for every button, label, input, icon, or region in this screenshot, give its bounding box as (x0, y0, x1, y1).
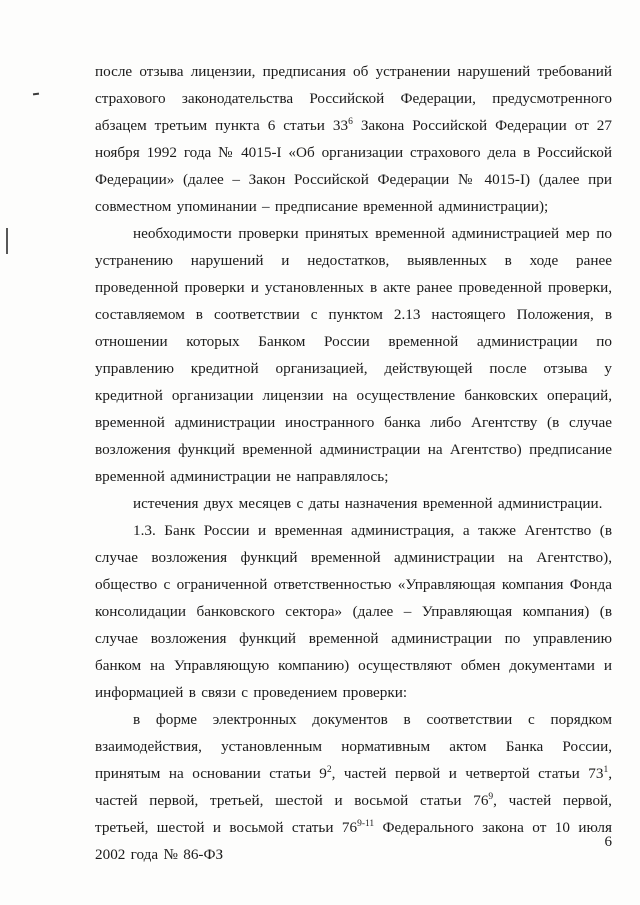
superscript-reference: 6 (348, 116, 353, 127)
superscript-reference: 9-11 (357, 818, 375, 829)
paragraph: после отзыва лицензии, предписания об устранении нарушений требований страхового законодательства Российской Федерации, предусмотренного абзацем третьим пункта 6 статьи $33^6$ Закона Российской Федерации от 27 ноября 1992 года № 4015-I «Об организации страхового дела в Российской Федерации» (далее – Закон Российской Федерации № 4015-I) (далее при совместном упоминании – предписание временной администрации); (95, 63, 612, 215)
document-body (95, 58, 612, 868)
scan-artifact-dash (33, 93, 39, 96)
superscript-reference: 1 (603, 764, 609, 775)
paragraph: истечения двух месяцев с даты назначения временной администрации. (133, 495, 603, 512)
page-number: 6 (604, 834, 612, 850)
paragraph: 1.3. Банк России и временная администрация, а также Агентство (в случае возложения функций временной администрации на Агентство), общество с ограниченной ответственностью «Управляющая компания Фонда консолидации банковского сектора» (далее – Управляющая компания) (в случае возложения функций временной администрации по управлению банком на Управляющую компанию) осуществляют обмен документами и информацией в связи с проведением проверки: (95, 522, 612, 701)
superscript-reference: 9 (488, 791, 494, 802)
scan-artifact-tick (6, 228, 8, 254)
superscript-reference: 2 (326, 764, 332, 775)
paragraph: в форме электронных документов в соответствии с порядком взаимодействия, установленным нормативным актом Банка России, принятым на основании статьи $9^2$, частей первой и четвертой статьи $73^1$, частей первой, третьей, шестой и восьмой статьи $76^9$, частей первой, третьей, шестой и восьмой статьи 76$^{9-11}$ Федерального закона от 10 июля 2002 года № 86-ФЗ (95, 711, 612, 863)
paragraph: необходимости проверки принятых временной администрацией мер по устранению нарушений и недостатков, выявленных в ходе ранее проведенной проверки и установленных в акте ранее проведенной проверки, составляемом в соответствии с пунктом 2.13 настоящего Положения, в отношении которых Банком России временной администрации по управлению кредитной организацией, действующей после отзыва у кредитной организации лицензии на осуществление банковских операций, временной администрации иностранного банка либо Агентству (в случае возложения функций временной администрации на Агентство) предписание временной администрации не направлялось; (95, 225, 612, 485)
